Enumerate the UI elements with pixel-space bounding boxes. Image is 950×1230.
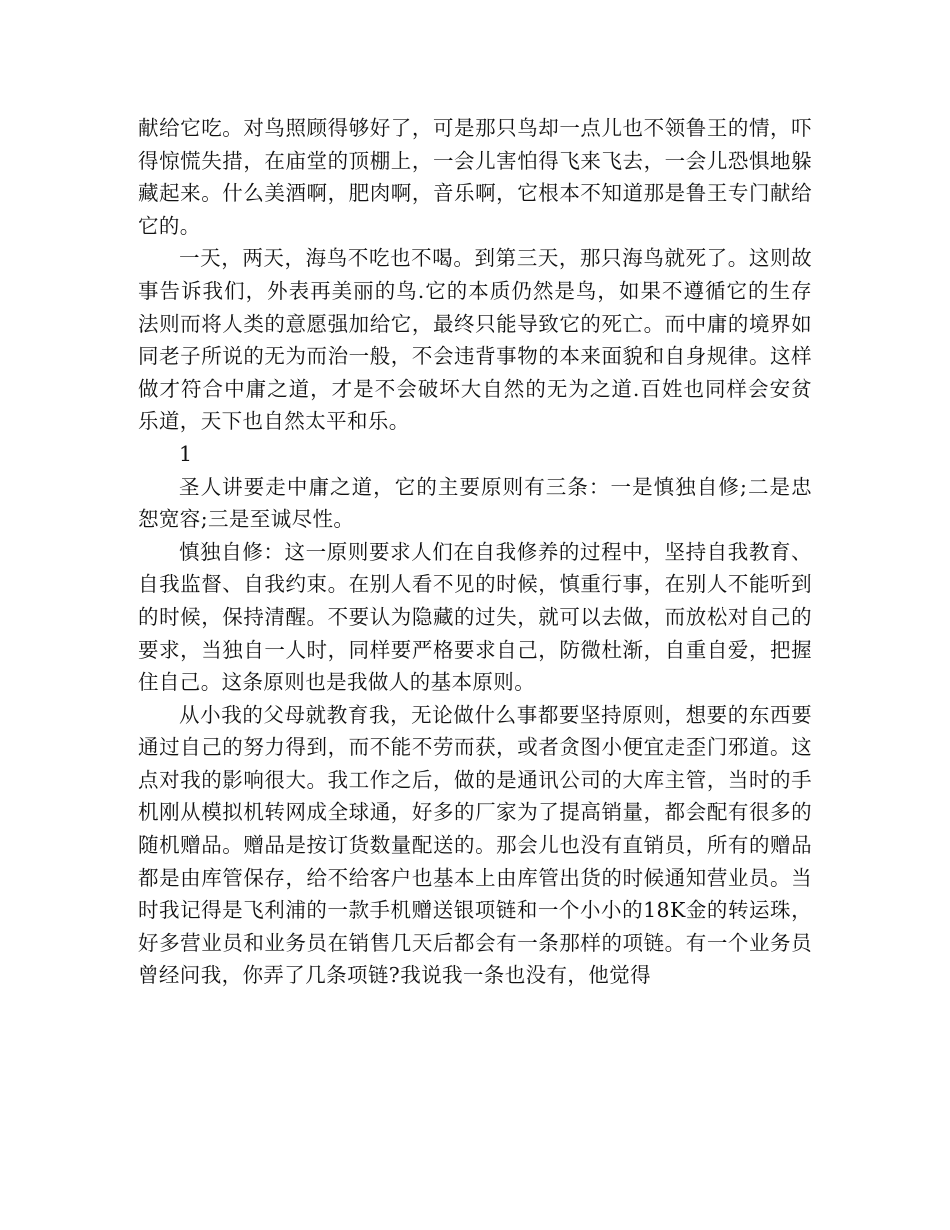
- paragraph-2: 一天，两天，海鸟不吃也不喝。到第三天，那只海鸟就死了。这则故事告诉我们，外表再美丽的鸟.它的本质仍然是鸟，如果不遵循它的生存法则而将人类的意愿强加给它，最终只能导致它的死亡。而中庸的境界如同老子所说的无为而治一般，不会违背事物的本来面貌和自身规律。这样做才符合中庸之道，才是不会破坏大自然的无为之道.百姓也同样会安贫乐道，天下也自然太平和乐。: [138, 246, 812, 434]
- paragraph-1: 献给它吃。对鸟照顾得够好了，可是那只鸟却一点儿也不领鲁王的情，吓得惊慌失措，在庙堂的顶棚上，一会儿害怕得飞来飞去，一会儿恐惧地躲藏起来。什么美酒啊，肥肉啊，音乐啊，它根本不知道那是鲁王专门献给它的。: [138, 116, 812, 238]
- paragraph-3: 圣人讲要走中庸之道，它的主要原则有三条：一是慎独自修;二是忠恕宽容;三是至诚尽性。: [138, 474, 812, 532]
- paragraph-5: 从小我的父母就教育我，无论做什么事都要坚持原则，想要的东西要通过自己的努力得到，而不能不劳而获，或者贪图小便宜走歪门邪道。这点对我的影响很大。我工作之后，做的是通讯公司的大库主管，当时的手机刚从模拟机转网成全球通，好多的厂家为了提高销量，都会配有很多的随机赠品。赠品是按订货数量配送的。那会儿也没有直销员，所有的赠品都是由库管保存，给不给客户也基本上由库管出货的时候通知营业员。当时我记得是飞利浦的一款手机赠送银项链和一个小小的18K金的转运珠，好多营业员和业务员在销售几天后都会有一条那样的项链。有一个业务员曾经问我，你弄了几条项链?我说我一条也没有，他觉得: [138, 702, 812, 988]
- paragraph-4: 慎独自修：这一原则要求人们在自我修养的过程中，坚持自我教育、自我监督、自我约束。在别人看不见的时候，慎重行事，在别人不能听到的时候，保持清醒。不要认为隐藏的过失，就可以去做，而放松对自己的要求，当独自一人时，同样要严格要求自己，防微杜渐，自重自爱，把握住自己。这条原则也是我做人的基本原则。: [138, 539, 812, 695]
- page-number-line: 1: [179, 441, 193, 466]
- document-page: [138, 112, 812, 992]
